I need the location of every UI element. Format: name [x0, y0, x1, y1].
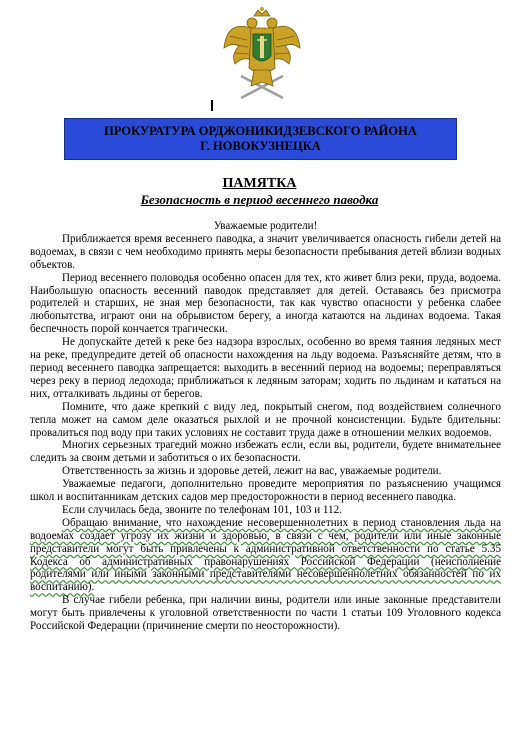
banner-line-2: Г. НОВОКУЗНЕЦКА: [200, 139, 321, 153]
paragraph-4: Помните, что даже крепкий с виду лед, покрытый снегом, под воздействием солнечного тепла может на самом деле оказаться рыхлой и не прочной консистенции. Будьте бдительны: провалиться под воду при таких условиях не составит труда даже в отношении мелких водоемов.: [30, 400, 501, 439]
prosecutor-emblem-icon: [221, 6, 303, 102]
greeting: Уважаемые родители!: [213, 220, 318, 232]
document-subtitle: Безопасность в период весеннего паводка: [140, 192, 379, 207]
paragraph-3: Не допускайте детей к реке без надзора взрослых, особенно во время таяния ледяных мест на реке, предупредите детей об опасности нахождения на льду водоема. Разъясняйте детям, что в период весеннего паводка запрещается: выходить в весенний период на водоемы; переправляться через реку в период ледохода; приближаться к ледяным заторам; ходить по льдинам и кататься на них, отталкивать льдины от берегов.: [30, 336, 501, 400]
paragraph-7: Уважаемые педагоги, дополнительно проведите мероприятия по разъяснению учащимся школ и воспитанникам детских садов мер предосторожности в период весеннего паводка.: [30, 478, 501, 504]
paragraph-1: Приближается время весеннего паводка, а значит увеличивается опасность гибели детей на водоемах, в связи с чем необходимо принять меры безопасности пребывания детей вблизи водных объектов.: [30, 232, 501, 271]
paragraph-6: Ответственность за жизнь и здоровье детей, лежит на вас, уважаемые родители.: [62, 465, 442, 478]
paragraph-5: Многих серьезных трагедий можно избежать если, если вы, родители, будете внимательнее следить за своим детьми и заботиться о их безопасности.: [30, 439, 501, 465]
document-title: ПАМЯТКА: [222, 176, 297, 191]
paragraph-8: Если случилась беда, звоните по телефонам 101, 103 и 112.: [62, 503, 342, 516]
paragraph-10: В случае гибели ребенка, при наличии вины, родители или иные законные представители могут быть привлечены к уголовной ответственности по части 1 статьи 109 Уголовного кодекса Российской Федерации (причинение смерти по неосторожности).: [30, 594, 501, 633]
paragraph-2: Период весеннего половодья особенно опасен для тех, кто живет близ реки, пруда, водоема. Наибольшую опасность весенний паводок представляет для детей. Оставаясь без присмотра родителей и старших, не зная мер безопасности, так как чувство опасности у ребенка слабее любопытства, играют они на обрывистом берегу, а иногда катаются на льдинах водоема. Такая беспечность порой кончается трагически.: [30, 271, 501, 336]
document-body: [30, 220, 501, 633]
text-cursor-mark: [211, 100, 213, 111]
banner-line-1: ПРОКУРАТУРА ОРДЖОНИКИДЗЕВСКОГО РАЙОНА: [104, 124, 417, 138]
prosecutor-office-banner: [64, 118, 457, 160]
paragraph-9-highlighted: Обращаю внимание, что нахождение несовершеннолетних в период становления льда на водоемах создает угрозу их жизни и здоровью, в связи с чем, родители или иные законные представители могут быть привлечены к административной ответственности по статье 5.35 Кодекса об административных правонарушениях Российской Федерации (неисполнение родителями или иными законными представителями несовершеннолетних обязанностей по их воспитанию).: [30, 516, 501, 594]
